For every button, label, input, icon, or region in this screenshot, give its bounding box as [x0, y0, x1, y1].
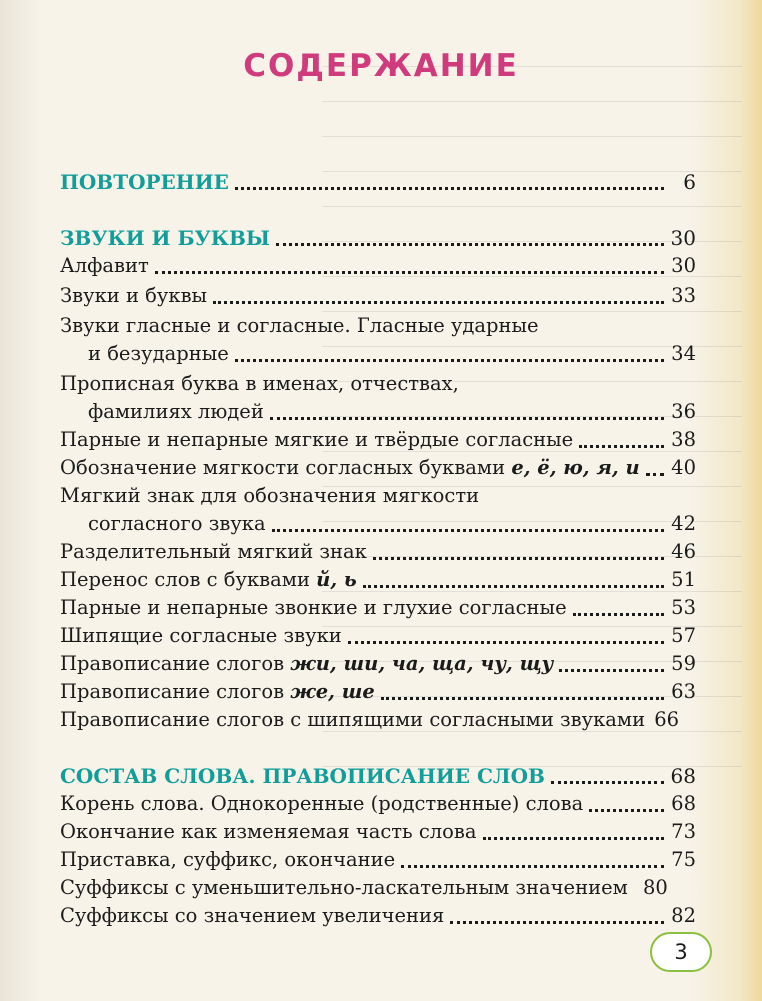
toc-label: Окончание как изменяемая часть слова — [60, 820, 477, 843]
leader-dots — [213, 301, 664, 304]
toc-page: 46 — [671, 540, 696, 563]
toc-page: 38 — [671, 428, 696, 451]
toc-letters: е, ё, ю, я, и — [511, 456, 640, 479]
toc-section-zvuki-bukvy[interactable] — [60, 224, 696, 252]
toc-entry-koren[interactable] — [60, 790, 696, 818]
leader-dots — [276, 243, 664, 246]
toc-page: 68 — [670, 764, 696, 788]
toc-label: фамилиях людей — [88, 400, 264, 423]
leader-dots — [381, 697, 664, 700]
toc-page: 30 — [671, 254, 696, 277]
toc-letters: жи, ши, ча, ща, чу, щу — [290, 652, 554, 675]
toc-page: 6 — [683, 170, 696, 194]
toc-label: Правописание слогов — [60, 680, 285, 703]
toc-label: Шипящие согласные звуки — [60, 624, 342, 647]
toc-label: Правописание слогов с шипящими согласными звуками — [60, 708, 646, 731]
toc-page: 53 — [671, 596, 696, 619]
toc-label: Перенос слов с буквами — [60, 568, 310, 591]
toc-entry-myagkiy[interactable] — [88, 510, 696, 538]
toc-label-wrap — [60, 678, 375, 706]
toc-page: 33 — [671, 284, 696, 307]
toc-page: 63 — [671, 680, 696, 703]
toc-entry-propisnaya-line1[interactable]: Прописная буква в именах, отчествах, — [60, 372, 459, 395]
toc-label: Суффиксы со значением увеличения — [60, 904, 445, 927]
toc-entry-parnye-myagkie[interactable] — [60, 426, 696, 454]
toc-page: 57 — [671, 624, 696, 647]
toc-page: 82 — [671, 904, 696, 927]
toc-page: 80 — [642, 876, 668, 899]
toc-page: 34 — [671, 342, 696, 365]
toc-page: 42 — [671, 512, 696, 535]
toc-entry-slogi-shipyashchie[interactable] — [60, 706, 696, 734]
toc-page: 66 — [654, 708, 680, 731]
leader-dots — [551, 781, 664, 784]
leader-dots — [235, 359, 664, 362]
toc-label: согласного звука — [88, 512, 266, 535]
toc-entry-shipyashchie[interactable] — [60, 622, 696, 650]
toc-page: 73 — [671, 820, 696, 843]
toc-entry-glasnye[interactable] — [88, 340, 696, 368]
toc-label-wrap — [60, 650, 553, 678]
toc-entry-pristavka[interactable] — [60, 846, 696, 874]
toc-label: Обозначение мягкости согласных буквами — [60, 456, 506, 479]
toc-section-povtorenie[interactable] — [60, 168, 696, 196]
toc-label: ПОВТОРЕНИЕ — [60, 170, 229, 194]
toc-label: ЗВУКИ И БУКВЫ — [60, 226, 270, 250]
toc-label: Разделительный мягкий знак — [60, 540, 367, 563]
leader-dots — [235, 187, 664, 190]
toc-entry-perenos[interactable] — [60, 566, 696, 594]
leader-dots — [363, 585, 664, 588]
toc-entry-alfavit[interactable] — [60, 252, 696, 280]
toc-label: и безударные — [88, 342, 229, 365]
toc-label: Правописание слогов — [60, 652, 285, 675]
toc-page: 36 — [671, 400, 696, 423]
toc-page: 59 — [671, 652, 696, 675]
toc-label-wrap — [60, 454, 640, 482]
leader-dots — [573, 613, 664, 616]
toc-label: Парные и непарные мягкие и твёрдые согласные — [60, 428, 574, 451]
leader-dots — [348, 641, 664, 644]
leader-dots — [589, 809, 664, 812]
toc-entry-suffiksy-uvel[interactable] — [60, 902, 696, 930]
leader-dots — [579, 445, 664, 448]
page-title: СОДЕРЖАНИЕ — [243, 48, 519, 84]
leader-dots — [155, 271, 664, 274]
toc-label: СОСТАВ СЛОВА. ПРАВОПИСАНИЕ СЛОВ — [60, 764, 545, 788]
toc-label: Суффиксы с уменьшительно-ласкательным значением — [60, 876, 628, 899]
leader-dots — [270, 417, 664, 420]
leader-dots — [559, 669, 664, 672]
leader-dots — [272, 529, 664, 532]
leader-dots — [401, 865, 664, 868]
leader-dots — [373, 557, 664, 560]
toc-page: 30 — [670, 226, 696, 250]
toc-page: 40 — [671, 456, 696, 479]
toc-label-wrap — [60, 566, 357, 594]
toc-label: Парные и непарные звонкие и глухие согласные — [60, 596, 567, 619]
toc-section-sostav[interactable] — [60, 762, 696, 790]
toc-entry-zhi-shi[interactable] — [60, 650, 696, 678]
toc-page: 75 — [671, 848, 696, 871]
toc-entry-oboznachenie[interactable] — [60, 454, 696, 482]
toc-entry-zvuki-i-bukvy[interactable] — [60, 282, 696, 310]
toc-label: Алфавит — [60, 254, 149, 277]
toc-page: 68 — [671, 792, 696, 815]
leader-dots — [450, 921, 664, 924]
toc-label: Приставка, суффикс, окончание — [60, 848, 396, 871]
toc-entry-parnye-zvonkie[interactable] — [60, 594, 696, 622]
toc-entry-propisnaya[interactable] — [88, 398, 696, 426]
leader-dots — [646, 473, 664, 476]
toc-entry-okonchanie[interactable] — [60, 818, 696, 846]
toc-entry-razdelitelny[interactable] — [60, 538, 696, 566]
toc-entry-myagkiy-line1[interactable]: Мягкий знак для обозначения мягкости — [60, 484, 480, 507]
toc-page: 51 — [671, 568, 696, 591]
leader-dots — [483, 837, 664, 840]
toc-entry-suffiksy-umen[interactable] — [60, 874, 696, 902]
toc-label: Корень слова. Однокоренные (родственные) слова — [60, 792, 584, 815]
page-number-badge: 3 — [650, 932, 712, 972]
toc-entry-glasnye-line1[interactable]: Звуки гласные и согласные. Гласные ударные — [60, 314, 539, 337]
toc-letters: й, ь — [316, 568, 357, 591]
toc-label: Звуки и буквы — [60, 284, 208, 307]
toc-entry-zhe-she[interactable] — [60, 678, 696, 706]
toc-letters: же, ше — [290, 680, 375, 703]
